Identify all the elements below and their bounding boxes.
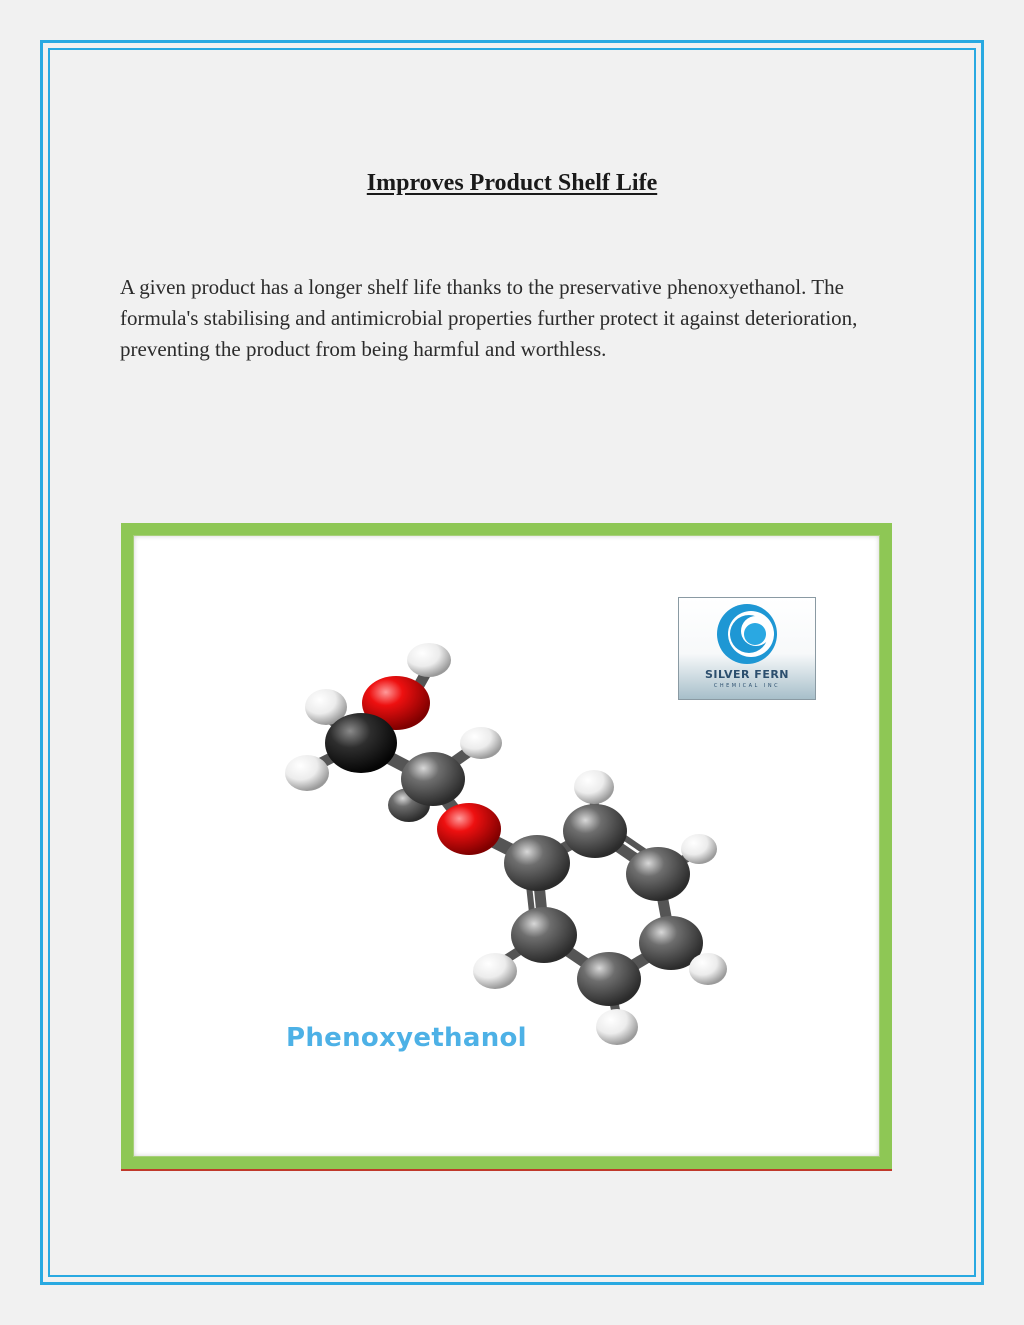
phenoxyethanol-figure [121, 523, 892, 1171]
carbon-atom [325, 713, 397, 773]
paragraph-line-1: A given product has a longer shelf life thanks to the preservative phenoxyethanol. The [120, 275, 844, 299]
section-heading: Improves Product Shelf Life [366, 170, 658, 196]
hydrogen-atom [681, 834, 717, 864]
body-paragraph [120, 272, 920, 365]
carbon-atom [504, 835, 570, 891]
paragraph-line-3: preventing the product from being harmful and worthless. [120, 337, 607, 361]
carbon-atom [563, 804, 627, 858]
hydrogen-atom [407, 643, 451, 677]
hydrogen-atom [596, 1009, 638, 1045]
figure-canvas [133, 535, 880, 1157]
hydrogen-atom [460, 727, 502, 759]
logo-brand-name: SILVER FERN [704, 668, 790, 681]
oxygen-atom [437, 803, 501, 855]
carbon-atom [401, 752, 465, 806]
logo-brand-subtitle: CHEMICAL INC [713, 683, 781, 689]
figure-caption: Phenoxyethanol [286, 1023, 527, 1053]
paragraph-line-2: formula's stabilising and antimicrobial properties further protect it against deterioration, [120, 306, 858, 330]
silver-fern-logo [678, 597, 816, 700]
hydrogen-atom [689, 953, 727, 985]
hydrogen-atom [574, 770, 614, 804]
hydrogen-atom [285, 755, 329, 791]
carbon-atom [626, 847, 690, 901]
carbon-atom [511, 907, 577, 963]
hydrogen-atom [473, 953, 517, 989]
carbon-atom [577, 952, 641, 1006]
